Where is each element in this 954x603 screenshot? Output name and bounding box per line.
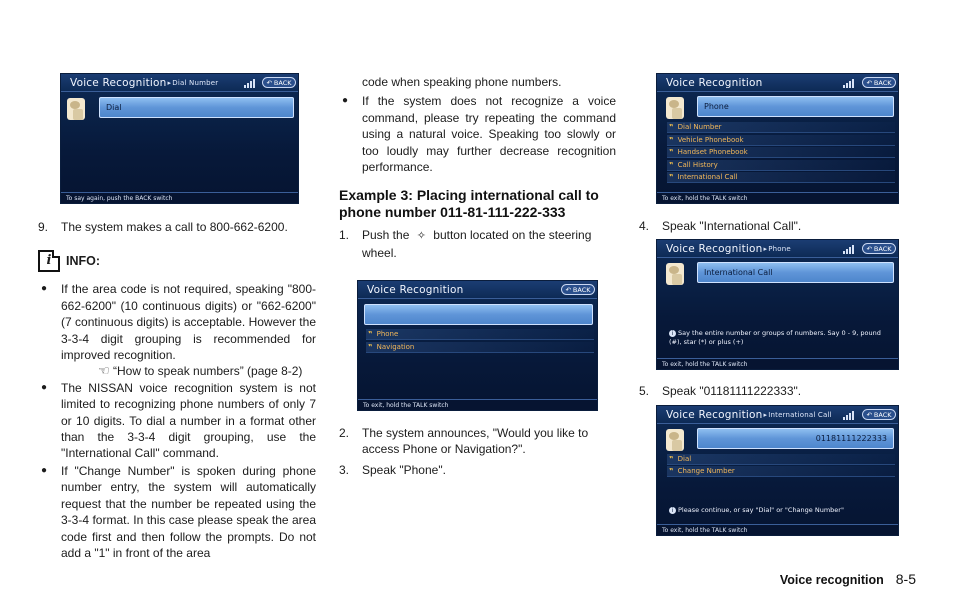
talk-switch-icon: ✧ (416, 230, 426, 243)
back-arrow-icon: ↶ (266, 78, 272, 87)
voice-command-icon: ‟ (669, 173, 674, 181)
voice-command-icon: ‟ (368, 330, 373, 338)
screen-subtitle: International Call (768, 410, 832, 419)
breadcrumb-arrow-icon: ▸ (763, 410, 768, 419)
option-vehicle-phonebook[interactable]: ‟ Vehicle Phonebook (667, 135, 895, 146)
voice-command-icon: ‟ (669, 148, 674, 156)
step-3: 3. Speak "Phone". (339, 462, 446, 477)
middle-column (339, 74, 616, 261)
back-arrow-icon: ↶ (866, 410, 872, 419)
breadcrumb-arrow-icon: ▸ (167, 78, 172, 87)
voice-hint: i Please continue, or say "Dial" or "Change Number" (669, 506, 891, 515)
voice-recognition-icon (666, 97, 684, 119)
screen-number-entry (656, 405, 899, 536)
voice-command-icon: ‟ (669, 123, 674, 131)
step-5: 5. Speak "01181111222333". (639, 384, 802, 398)
page-footer (780, 571, 916, 587)
phone-number-field: 01181111222333 (697, 428, 894, 449)
step-number: 2. (339, 426, 350, 440)
example-heading: Example 3: Placing international call to phone number 011-81-111-222-333 (339, 187, 599, 221)
back-arrow-icon: ↶ (866, 78, 872, 87)
breadcrumb-arrow-icon: ▸ (763, 244, 768, 253)
back-button[interactable]: ↶ BACK (862, 77, 896, 88)
option-call-history[interactable]: ‟ Call History (667, 160, 895, 171)
step-number: 3. (339, 462, 350, 477)
back-arrow-icon: ↶ (866, 244, 872, 253)
step-1: 1. Push the ✧ button located on the steering wheel. (339, 228, 592, 260)
step-4: 4. Speak "International Call". (639, 219, 802, 233)
recognized-command-field (364, 304, 593, 325)
bullet-icon: ● (41, 381, 48, 393)
voice-command-icon: ‟ (368, 343, 373, 351)
info-heading (38, 249, 316, 273)
info-bullet-digit-format: ● The NISSAN voice recognition system is not limited to recognizing phone numbers of only 7 or 10 digits. To dial a number in a format other than the 3-3-4 digit grouping, use the "International Call" command. (41, 380, 316, 461)
signal-icon (843, 410, 854, 420)
screen-phone-menu (656, 73, 899, 204)
info-title: INFO: (66, 254, 101, 269)
info-bullet-area-code: ● If the area code is not required, speaking "800-662-6200" (10 continuous digits) or "662-6200" (7 continuous digits) is acceptable. However the 3-3-4 digit grouping is recommended for improved recognition. ☜ “How to speak numbers” (page 8-2) (41, 282, 316, 379)
screen-title: Voice Recognition (666, 408, 763, 421)
screen-footer: To exit, hold the TALK switch (358, 399, 597, 410)
voice-recognition-icon (666, 429, 684, 451)
info-bullet-change-number: ● If "Change Number" is spoken during phone number entry, the system will automatically request that the number be repeated using the 3-3-4 format. In this case please speak the area code first and then follow the prompts. Do not add a "1" in front of the area (41, 463, 316, 560)
back-button[interactable]: ↶ BACK (862, 243, 896, 254)
signal-icon (843, 244, 854, 254)
screen-international-call (656, 239, 899, 370)
info-icon: i (38, 250, 60, 272)
info-bullet-recognition: ● If the system does not recognize a voice command, please try repeating the command using a natural voice. Speaking too slowly or too loudly may further decrease recognition performance. (342, 94, 616, 175)
screen-title: Voice Recognition (367, 283, 464, 296)
back-button[interactable]: ↶ BACK (862, 409, 896, 420)
screen-title: Voice Recognition (666, 76, 763, 89)
back-button[interactable]: ↶ BACK (561, 284, 595, 295)
back-button[interactable]: ↶ BACK (262, 77, 296, 88)
left-column (38, 219, 316, 561)
option-international-call[interactable]: ‟ International Call (667, 172, 895, 183)
screen-footer: To say again, push the BACK switch (61, 192, 298, 203)
reference-hand-icon: ☜ (98, 363, 110, 379)
screen-footer: To exit, hold the TALK switch (657, 524, 898, 535)
screen-subtitle: Phone (768, 244, 791, 253)
bullet-icon: ● (342, 95, 349, 107)
info-icon: i (669, 507, 676, 514)
step-number: 9. (38, 220, 49, 234)
signal-icon (843, 78, 854, 88)
option-phone[interactable]: ‟ Phone (366, 329, 594, 340)
option-change-number[interactable]: ‟ Change Number (667, 466, 895, 477)
step-2: 2. The system announces, "Would you like to access Phone or Navigation?". (339, 426, 589, 457)
voice-command-icon: ‟ (669, 455, 674, 463)
bullet-continuation: code when speaking phone numbers. (362, 75, 562, 89)
screen-footer: To exit, hold the TALK switch (657, 192, 898, 203)
step-number: 5. (639, 384, 650, 398)
bullet-icon: ● (41, 464, 48, 476)
screen-subtitle: Dial Number (172, 78, 219, 87)
back-arrow-icon: ↶ (565, 285, 571, 294)
screen-footer: To exit, hold the TALK switch (657, 358, 898, 369)
option-dial-number[interactable]: ‟ Dial Number (667, 122, 895, 133)
screen-title: Voice Recognition (70, 76, 167, 89)
section-name: Voice recognition (779, 573, 884, 587)
page-number: 8-5 (895, 571, 916, 587)
info-icon: i (669, 330, 676, 337)
cross-reference[interactable]: ☜ “How to speak numbers” (page 8-2) (98, 363, 303, 379)
voice-command-icon: ‟ (669, 136, 674, 144)
recognized-command-field: International Call (697, 262, 894, 283)
voice-command-icon: ‟ (669, 161, 674, 169)
screen-phone-or-navigation (357, 280, 598, 411)
voice-recognition-icon (666, 263, 684, 285)
voice-hint: i Say the entire number or groups of numbers. Say 0 - 9, pound (#), star (*) or plus (+) (669, 329, 881, 346)
bullet-icon: ● (41, 283, 48, 295)
voice-command-icon: ‟ (669, 467, 674, 475)
recognized-command-field: Dial (99, 97, 294, 118)
option-dial[interactable]: ‟ Dial (667, 454, 895, 465)
voice-recognition-icon (67, 98, 85, 120)
middle-column-lower (339, 425, 616, 478)
step-number: 4. (639, 219, 650, 233)
screen-dial-number (60, 73, 299, 204)
option-handset-phonebook[interactable]: ‟ Handset Phonebook (667, 147, 895, 158)
recognized-command-field: Phone (697, 96, 894, 117)
option-navigation[interactable]: ‟ Navigation (366, 342, 594, 353)
step-9: 9. The system makes a call to 800-662-6200. (38, 220, 288, 234)
screen-title: Voice Recognition (666, 242, 763, 255)
step-number: 1. (339, 228, 350, 243)
signal-icon (244, 78, 255, 88)
